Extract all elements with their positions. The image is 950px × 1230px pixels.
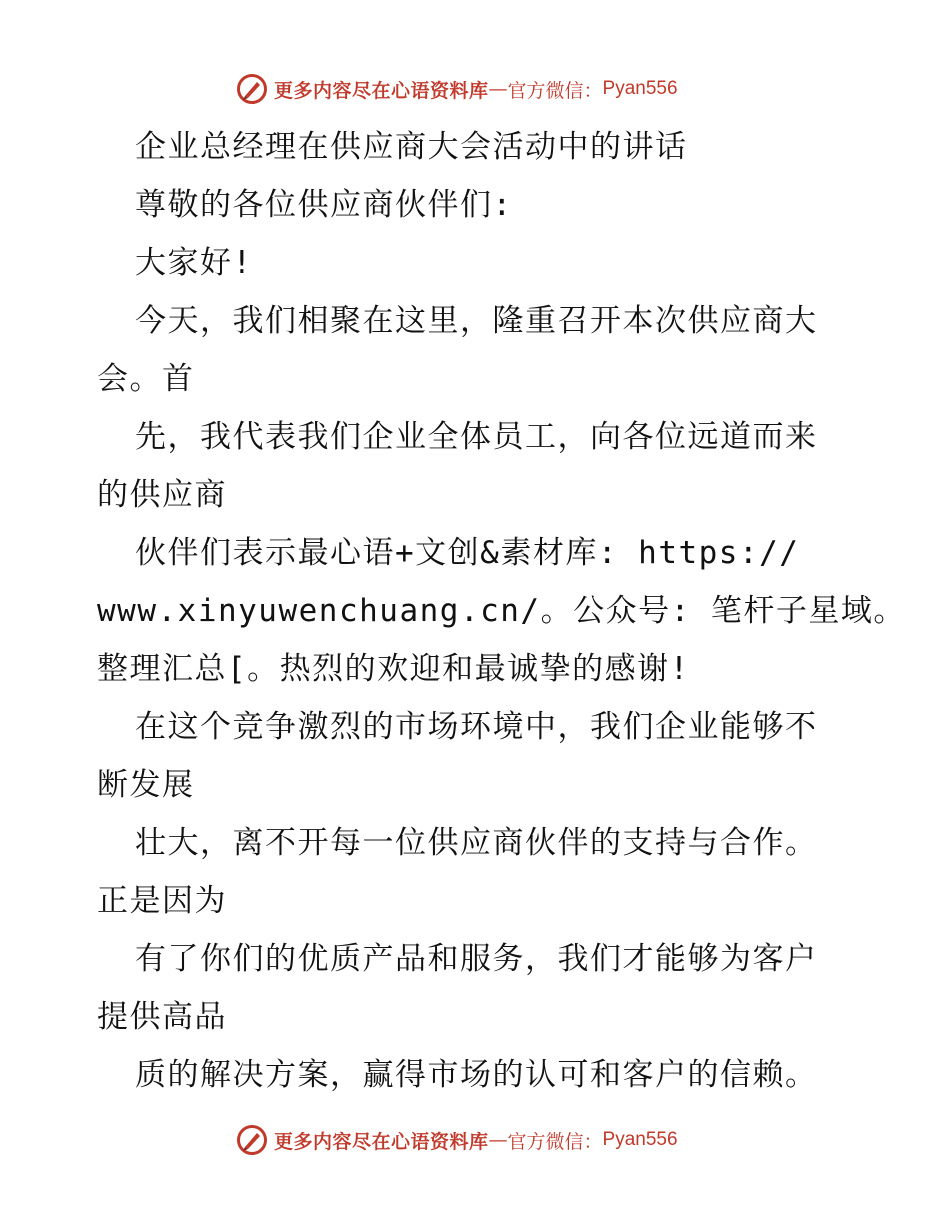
banner-site-text: 更多内容尽在心语资料库 [274, 79, 489, 102]
document-line: 断发展 [97, 767, 195, 803]
document-line: 尊敬的各位供应商伙伴们: [135, 187, 513, 223]
header-watermark-banner [236, 72, 678, 106]
banner-site-text: 更多内容尽在心语资料库 [274, 1130, 489, 1153]
document-line: 企业总经理在供应商大会活动中的讲话 [135, 129, 688, 165]
document-line: 的供应商 [97, 477, 227, 513]
document-line: 伙伴们表示最心语+文创&素材库: https:// [135, 535, 800, 571]
banner-wechat-label: 官方微信： [507, 79, 603, 102]
document-line: 会。首 [97, 361, 195, 397]
footer-watermark-banner [236, 1123, 678, 1157]
document-body [97, 118, 906, 1104]
document-line: 提供高品 [97, 999, 227, 1035]
document-line: 有了你们的优质产品和服务，我们才能够为客户 [135, 941, 818, 977]
banner-wechat-id: Pyan556 [602, 78, 678, 99]
document-line: www.xinyuwenchuang.cn/。公众号: 笔杆子星域。 [97, 593, 906, 629]
quill-pen-circle-icon [236, 73, 268, 105]
document-line: 质的解决方案，赢得市场的认可和客户的信赖。 [135, 1057, 818, 1093]
document-line: 壮大，离不开每一位供应商伙伴的支持与合作。 [135, 825, 818, 861]
document-line: 整理汇总[。热烈的欢迎和最诚挚的感谢! [97, 651, 690, 687]
banner-wechat-label: 官方微信： [507, 1130, 603, 1153]
document-line: 今天，我们相聚在这里，隆重召开本次供应商大 [135, 303, 818, 339]
document-line: 在这个竞争激烈的市场环境中，我们企业能够不 [135, 709, 818, 745]
quill-pen-circle-icon [236, 1124, 268, 1156]
document-line: 先，我代表我们企业全体员工，向各位远道而来 [135, 419, 818, 455]
document-line: 大家好! [135, 245, 253, 281]
banner-separator: — [488, 1129, 508, 1151]
document-line: 正是因为 [97, 883, 227, 919]
banner-wechat-id: Pyan556 [602, 1129, 678, 1150]
banner-separator: — [488, 78, 508, 100]
